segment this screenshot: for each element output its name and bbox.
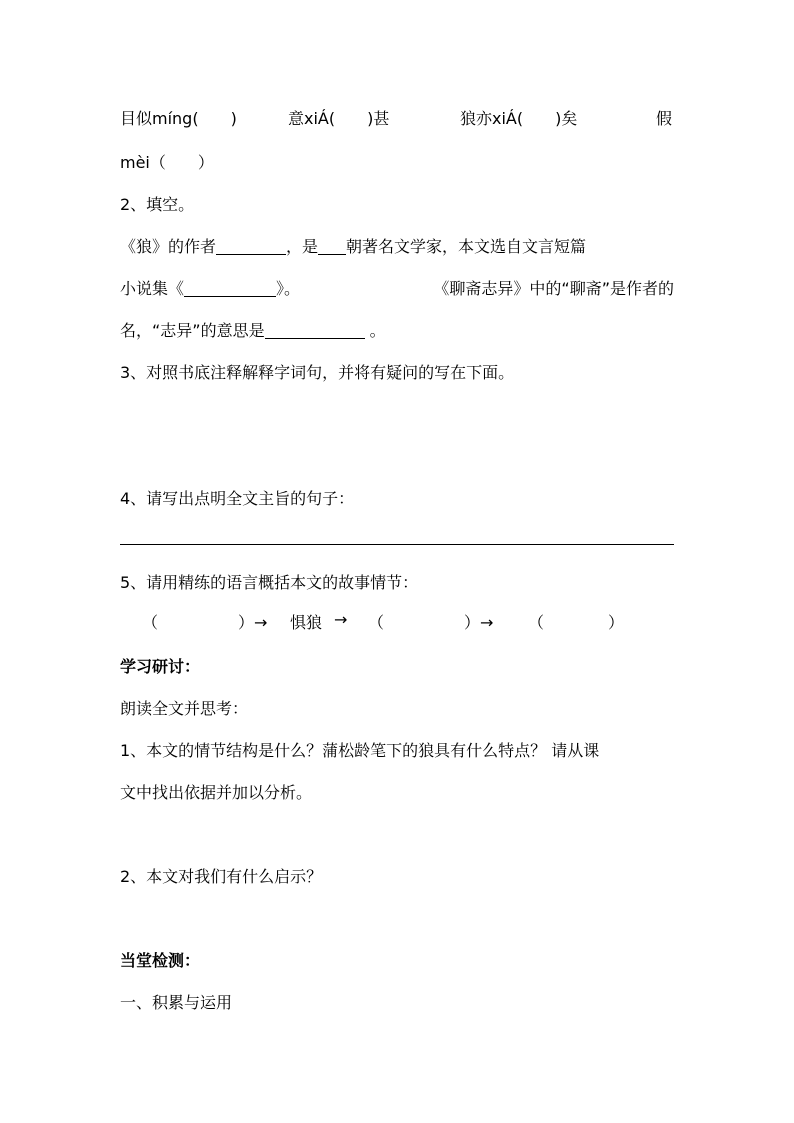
pinyin-line [120, 106, 680, 126]
plot-flow [120, 610, 640, 630]
dynasty-blank[interactable] [318, 238, 346, 255]
study-q1-line-1: 1、本文的情节结构是什么？蒲松龄笔下的狼具有什么特点？ 请从课 [120, 741, 600, 760]
q2-text: ，是 [286, 237, 319, 256]
study-intro: 朗读全文并思考： [120, 699, 249, 718]
arrow-icon: → [334, 610, 348, 629]
q2-title: 2、填空。 [120, 195, 195, 214]
collection-blank[interactable] [184, 280, 276, 297]
pinyin-item-xia-2: 狼亦xiÁ( )矣 [460, 109, 578, 128]
q2-text: 小说集《 [120, 279, 185, 298]
pinyin-item-ming: 目似míng( ) [120, 109, 237, 128]
author-blank[interactable] [216, 238, 286, 255]
plot-blank-1[interactable]: （ ）→ [142, 613, 268, 632]
q2-text: 《聊斋志异》中的“聊斋”是作者的 [433, 279, 674, 298]
q3-text: 3、对照书底注释解释字词句，并将有疑问的写在下面。 [120, 363, 515, 382]
study-heading: 学习研讨： [120, 657, 201, 676]
q2-line-3 [120, 318, 386, 341]
q2-line-2 [120, 276, 674, 299]
q2-text: 。 [364, 321, 386, 340]
q2-text: 》。 [276, 279, 301, 298]
meaning-blank[interactable] [265, 322, 365, 339]
plot-step-fear: 惧狼 [290, 613, 323, 632]
q5-title: 5、请用精练的语言概括本文的故事情节： [120, 573, 419, 592]
q4-answer-line[interactable] [120, 544, 674, 545]
plot-blank-2[interactable]: （ ）→ [368, 613, 494, 632]
pinyin-item-mei: mèi（ ） [120, 153, 214, 172]
check-section: 一、积累与运用 [120, 993, 233, 1012]
q4-text: 4、请写出点明全文主旨的句子： [120, 489, 355, 508]
q2-text: 《狼》的作者 [120, 237, 217, 256]
pinyin-item-jia: 假 [656, 109, 673, 128]
plot-blank-3[interactable]: （ ） [528, 613, 625, 632]
pinyin-item-xia-1: 意xiÁ( )甚 [288, 109, 390, 128]
q2-text: 朝著名文学家，本文选自文言短篇 [346, 237, 587, 256]
study-q1-line-2: 文中找出依据并加以分析。 [120, 783, 313, 802]
q2-text [120, 276, 300, 299]
q2-text: 名，“志异”的意思是 [120, 321, 265, 340]
q2-line-1 [120, 234, 586, 257]
study-q2: 2、本文对我们有什么启示？ [120, 867, 323, 886]
check-heading: 当堂检测： [120, 951, 201, 970]
